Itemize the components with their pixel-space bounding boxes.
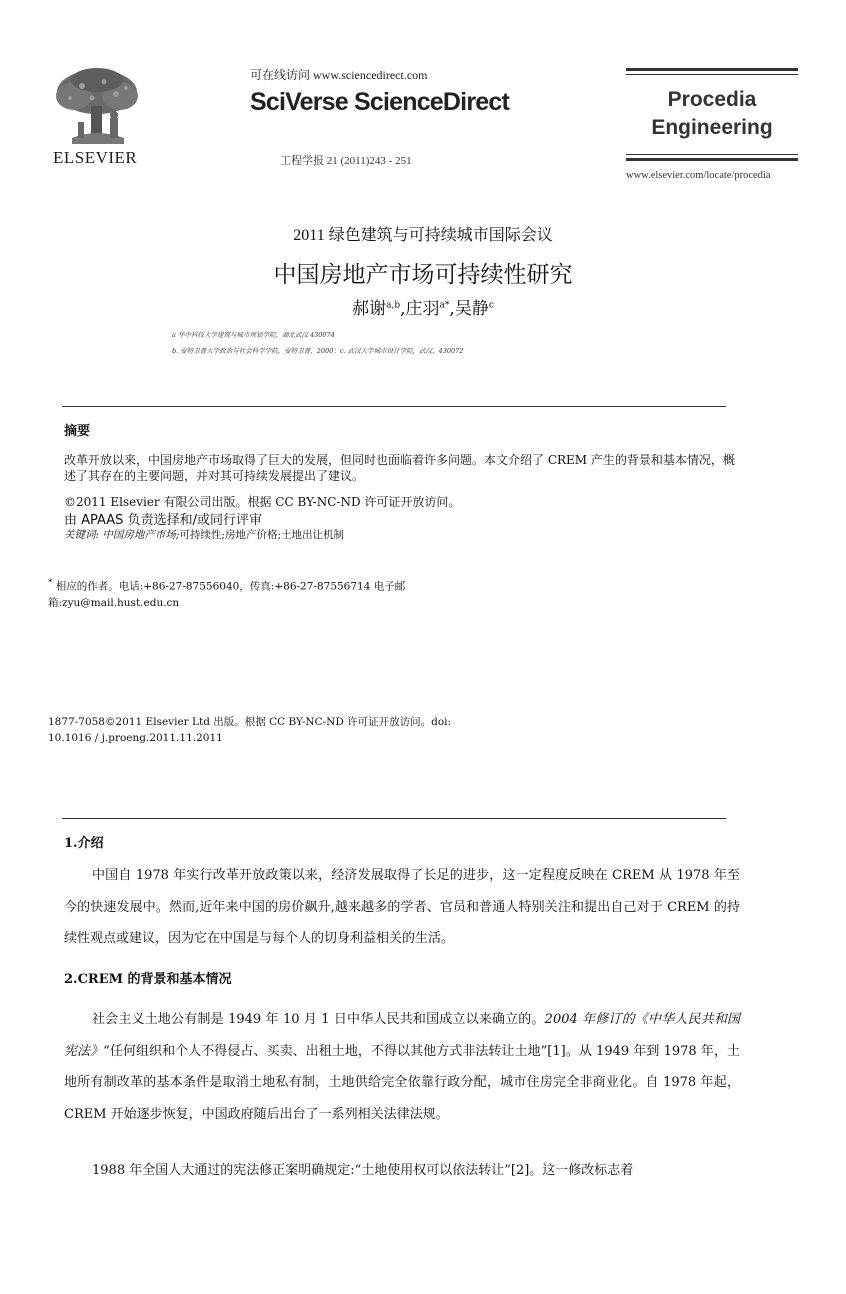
- keyword-italic: 中国房地产市场;: [102, 529, 180, 541]
- journal-logo-line1: Procedia: [667, 88, 757, 111]
- elsevier-tree-logo: [52, 66, 142, 146]
- author-affiliation-mark: c: [488, 300, 494, 311]
- affiliation-b: b. 安特卫普大学政治与社会科学学院，安特卫普，2000；c. 武汉大学城市设计学院，武汉，430072: [172, 347, 464, 355]
- paragraph-text: “任何组织和个人不得侵占、买卖、出租土地，不得以其他方式非法转让土地”[1]。从 1949 年到 1978 年，土地所有制改革的基本条件是取消土地私有制，土地供给完全依靠行政分配，城市住房完全非商业化。自 1978 年起，CREM 开始逐步恢复，中国政府随后出台了一系列相关法律法规。: [64, 1043, 740, 1122]
- body-paragraph: 中国自 1978 年实行改革开放政策以来，经济发展取得了长足的进步，这一定程度反映在 CREM 从 1978 年至今的快速发展中。然而,近年来中国的房价飙升,越来越多的学者、官员和普通人特别关注和提出自己对于 CREM 的持续性观点或建议，因为它在中国是与每个人的切身利益相关的生活。: [64, 868, 740, 946]
- sciverse-sciencedirect-logo: SciVerse ScienceDirect: [250, 88, 509, 116]
- peer-review-notice: 由 APAAS 负责选择和/或同行评审: [64, 513, 262, 528]
- issn-doi-line: 1877-7058©2011 Elsevier Ltd 出版。根据 CC BY-NC-ND 许可证开放访问。doi: 10.1016 / j.proeng.2011.11.2011: [48, 716, 452, 744]
- body-paragraph: 1988 年全国人大通过的宪法修正案明确规定:“土地使用权可以依法转让”[2]。这一修改标志着: [92, 1163, 634, 1178]
- author-affiliation-mark: a,b: [386, 300, 401, 311]
- conference-name: 2011 绿色建筑与可持续城市国际会议: [293, 227, 553, 244]
- author-list: [0, 294, 846, 319]
- journal-logo-rule: [626, 154, 798, 155]
- author-separator: ,: [449, 299, 455, 319]
- affiliation-a: a 华中科技大学建筑与城市规划学院，湖北武汉 430074: [172, 331, 335, 339]
- author-name: 吴静: [454, 299, 489, 319]
- author-name: 庄羽: [405, 299, 440, 319]
- body-paragraph: [64, 1004, 740, 1130]
- paragraph-text: 社会主义土地公有制是 1949 年 10 月 1 日中华人民共和国成立以来确立的。: [92, 1012, 545, 1027]
- journal-citation: 工程学报 21 (2011)243 - 251: [280, 155, 412, 167]
- abstract-top-rule: [62, 406, 726, 407]
- online-access-line: 可在线访问 www.sciencedirect.com: [250, 68, 428, 82]
- journal-logo-rule: [626, 74, 798, 75]
- footnote-text: 相应的作者。电话:+86-27-87556040，传真:+86-27-87556714 电子邮箱:zyu@mail.hust.edu.cn: [48, 580, 406, 609]
- footnote-marker: *: [48, 578, 53, 588]
- paper-title: 中国房地产市场可持续性研究: [273, 262, 573, 288]
- abstract-heading: 摘要: [64, 424, 91, 439]
- journal-logo: [626, 86, 798, 142]
- keywords: [64, 527, 344, 542]
- publisher-wordmark: ELSEVIER: [53, 148, 138, 167]
- author-affiliation-mark: a*: [439, 300, 450, 311]
- abstract-text: 改革开放以来，中国房地产市场取得了巨大的发展，但同时也面临着许多问题。本文介绍了 CREM 产生的背景和基本情况，概述了其存在的主要问题，并对其可持续发展提出了建议。: [64, 453, 735, 483]
- cited-law-title: 2004 年修订的《中华人民共和国宪法》: [64, 1012, 740, 1059]
- section-heading: 1.介绍: [64, 836, 104, 851]
- keywords-label: 关键词:: [64, 529, 103, 541]
- journal-logo-rule: [626, 68, 798, 71]
- corresponding-author-footnote: [48, 575, 428, 611]
- body-top-rule: [62, 818, 726, 819]
- journal-logo-rule: [626, 158, 798, 161]
- journal-url: www.elsevier.com/locate/procedia: [626, 170, 771, 181]
- section-heading: 2.CREM 的背景和基本情况: [64, 972, 232, 987]
- copyright-notice: ©2011 Elsevier 有限公司出版。根据 CC BY-NC-ND 许可证开放访问。: [64, 495, 461, 509]
- author-name: 郝谢: [352, 299, 387, 319]
- keyword-list: 可持续性;房地产价格;土地出让机制: [179, 529, 345, 541]
- author-separator: ,: [400, 299, 406, 319]
- journal-logo-line2: Engineering: [651, 116, 773, 139]
